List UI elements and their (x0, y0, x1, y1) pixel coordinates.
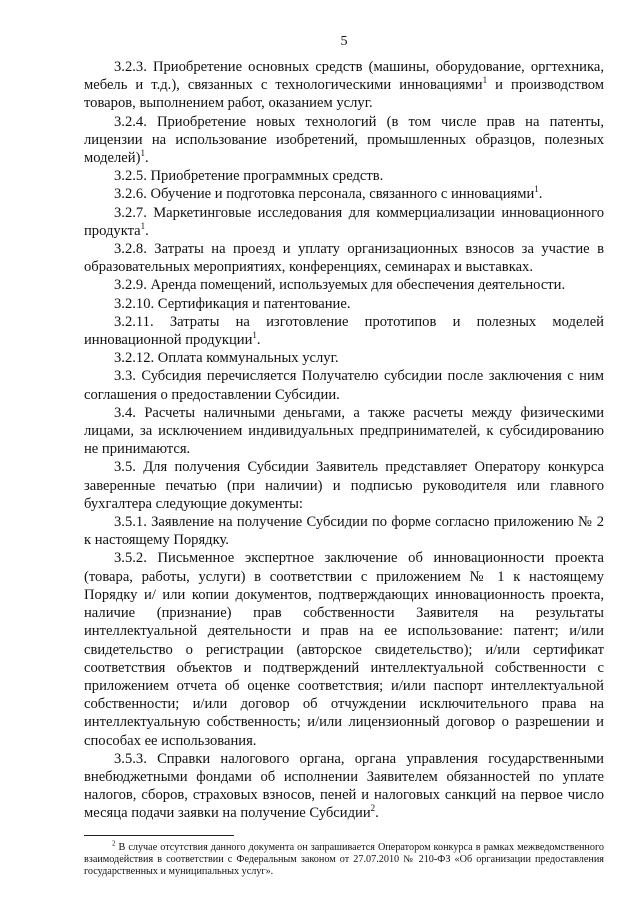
paragraph-3-2-4 (84, 113, 604, 168)
paragraph-tail: . (375, 805, 379, 822)
paragraph-3-5-1 (84, 513, 604, 549)
paragraph-3-5-3 (84, 750, 604, 823)
footnote-reference: 1 (140, 148, 145, 159)
document-body (84, 58, 604, 823)
footnote-marker: 2 (112, 839, 116, 848)
footnote-text: В случае отсутствия данного документа он запрашивается Оператором конкурса в рамках межведомственного взаимодействия в соответствии с Федеральным законом от 27.07.2010 № 210-ФЗ «Об организации предоставления государственных и муниципальных услуг». (84, 841, 604, 878)
footnote (84, 839, 604, 879)
paragraph-text: 3.5. Для получения Субсидии Заявитель представляет Оператору конкурса заверенные печатью (при наличии) и подписью руководителя или главного бухгалтера следующие документы: (84, 459, 604, 512)
footnote-reference: 2 (370, 803, 376, 814)
paragraph-text: 3.5.1. Заявление на получение Субсидии по форме согласно приложению № 2 к настоящему Порядку. (84, 514, 604, 549)
footnote-reference: 1 (534, 184, 539, 195)
paragraph-text: 3.5.2. Письменное экспертное заключение об инновационности проекта (товара, работы, услуги) в соответствии с приложением № 1 к настоящему Порядку и/ или копии документов, подтверждающих инновационность проекта, наличие (признание) прав собственности Заявителя на результаты интеллектуальной деятельности и прав на ее использование: патент; и/или свидетельство о регистрации (авторское свидетельство); и/или сертификат соответствия объектов и подтверждений интеллектуальной собственности с приложением отчета об оценке соответствия; и/или паспорт интеллектуальной собственности; и/или договор об отчуждении исключительного права на интеллектуальную собственность; и/или лицензионный договор о разрешении и способах ее использования. (84, 550, 604, 749)
footnote-separator (84, 835, 234, 836)
paragraph-text: 3.2.11. Затраты на изготовление прототипов и полезных моделей инновационной продукции (84, 313, 604, 349)
paragraph-text: 3.5.3. Справки налогового органа, органа управления государственными внебюджетными фондами об исполнении Заявителем обязанностей по уплате налогов, сборов, страховых взносов, пеней и налоговых санкций на первое число месяца подачи заявки на получение Субсидии (84, 750, 604, 822)
paragraph-3-2-5 (84, 167, 604, 185)
paragraph-tail: и производством товаров, выполнением работ, оказанием услуг. (84, 77, 604, 112)
footnote-reference: 1 (252, 330, 257, 341)
paragraph-text: 3.2.6. Обучение и подготовка персонала, связанного с инновациями (114, 186, 535, 203)
paragraph-tail: . (538, 186, 543, 203)
footnote-reference: 1 (482, 75, 488, 86)
paragraph-3-3 (84, 367, 604, 403)
paragraph-tail: . (145, 222, 149, 239)
paragraph-3-2-11 (84, 313, 604, 349)
paragraph-text: 3.2.9. Аренда помещений, используемых для обеспечения деятельности. (114, 277, 566, 294)
paragraph-3-2-7 (84, 204, 604, 240)
page-number: 5 (340, 34, 348, 49)
paragraph-3-2-10 (84, 295, 604, 313)
paragraph-text: 3.3. Субсидия перечисляется Получателю субсидии после заключения с ним соглашения о предоставлении Субсидии. (84, 368, 604, 403)
paragraph-text: 3.2.5. Приобретение программных средств. (114, 168, 384, 185)
footnote-reference: 1 (140, 220, 146, 231)
paragraph-3-4 (84, 404, 604, 459)
paragraph-text: 3.2.7. Маркетинговые исследования для коммерциализации инновационного продукта (84, 204, 604, 239)
paragraph-3-2-8 (84, 240, 604, 276)
paragraph-text: 3.2.10. Сертификация и патентование. (114, 295, 351, 312)
paragraph-text: 3.2.12. Оплата коммунальных услуг. (114, 350, 339, 367)
paragraph-text: 3.2.8. Затраты на проезд и уплату организационных взносов за участие в образовательных мероприятиях, конференциях, семинарах и выставках. (84, 241, 604, 276)
paragraph-3-2-6 (84, 185, 604, 203)
paragraph-3-2-9 (84, 276, 604, 294)
paragraph-tail: . (144, 150, 149, 167)
paragraph-text: 3.4. Расчеты наличными деньгами, а также расчеты между физическими лицами, за исключением индивидуальных предпринимателей, к субсидированию не принимаются. (84, 404, 604, 458)
paragraph-text: 3.2.3. Приобретение основных средств (машины, оборудование, оргтехника, мебель и т.д.), связанных с технологическими инновациями (84, 59, 604, 94)
paragraph-text: 3.2.4. Приобретение новых технологий (в том числе прав на патенты, лицензии на использование изобретений, промышленных образцов, полезных моделей) (84, 113, 604, 167)
paragraph-3-5-2 (84, 549, 604, 749)
paragraph-3-5 (84, 458, 604, 513)
paragraph-3-2-12 (84, 349, 604, 367)
paragraph-3-2-3 (84, 58, 604, 113)
paragraph-tail: . (256, 332, 261, 349)
